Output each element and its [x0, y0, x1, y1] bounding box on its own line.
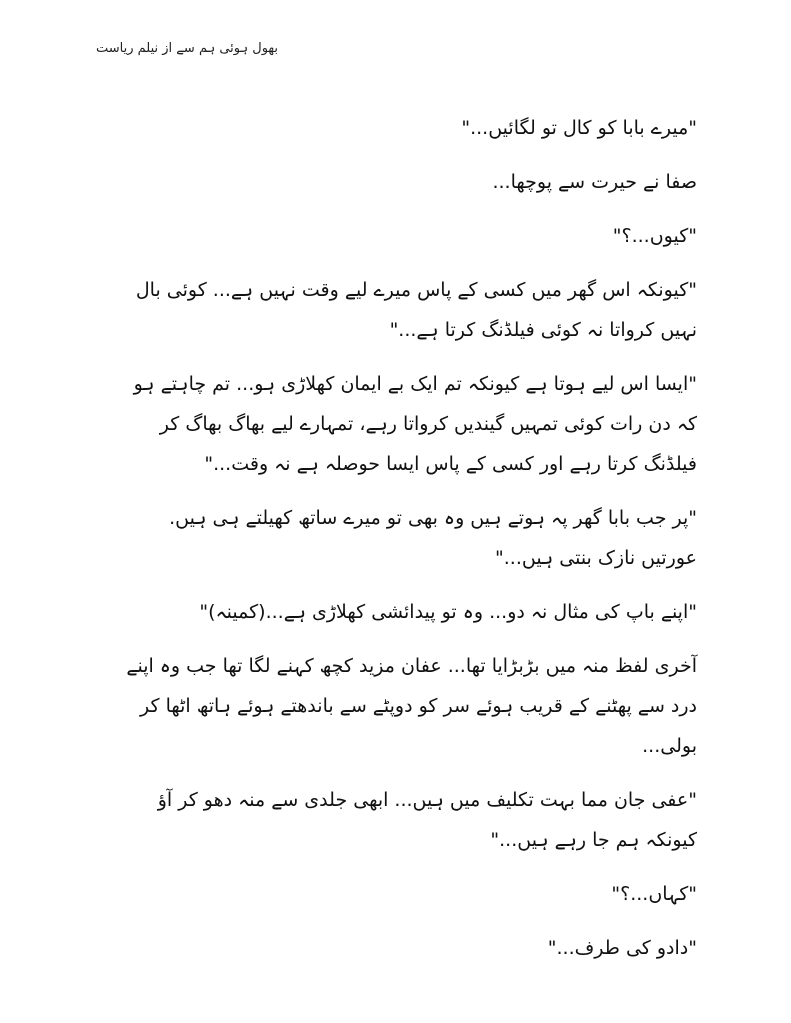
paragraph: "میرے بابا کو کال تو لگائیں..." [461, 117, 697, 139]
paragraph: آخری لفظ منہ میں بڑبڑایا تھا... عفان مزید کچھ کہنے لگا تھا جب وہ اپنے درد سے پھٹنے کے قریب ہوئے سر کو دوپٹے سے باندھتے ہوئے ہاتھ اٹھا کر بولی... [126, 655, 697, 757]
paragraph: "پر جب بابا گھر پہ ہوتے ہیں وہ بھی تو میرے ساتھ کھیلتے ہی ہیں. عورتیں نازک بنتی ہیں..." [169, 507, 697, 569]
story-text [112, 108, 697, 982]
paragraph: "ایسا اس لیے ہوتا ہے کیونکہ تم ایک بے ایمان کھلاڑی ہو... تم چاہتے ہو کہ دن رات کوئی تمہیں گیندیں کرواتا رہے، تمہارے لیے بھاگ بھاگ کر فیلڈنگ کرتا رہے اور کسی کے پاس ایسا حوصلہ ہے نہ وقت..." [133, 373, 697, 475]
paragraph: "کیوں...؟" [612, 225, 697, 247]
paragraph: "اپنے باپ کی مثال نہ دو... وہ تو پیدائشی کھلاڑی ہے...(کمینہ)" [199, 601, 697, 623]
paragraph: "کیونکہ اس گھر میں کسی کے پاس میرے لیے وقت نہیں ہے... کوئی بال نہیں کرواتا نہ کوئی فیلڈنگ کرتا ہے..." [135, 279, 697, 341]
paragraph: "عفی جان مما بہت تکلیف میں ہیں... ابھی جلدی سے منہ دھو کر آؤ کیونکہ ہم جا رہے ہیں..." [157, 789, 697, 851]
paragraph: "دادو کی طرف..." [547, 937, 697, 959]
paragraph: صفا نے حیرت سے پوچھا... [492, 171, 697, 193]
paragraph: "کہاں...؟" [611, 883, 697, 905]
page-header-title: بھول ہوئی ہم سے از نیلم ریاست [96, 41, 279, 56]
